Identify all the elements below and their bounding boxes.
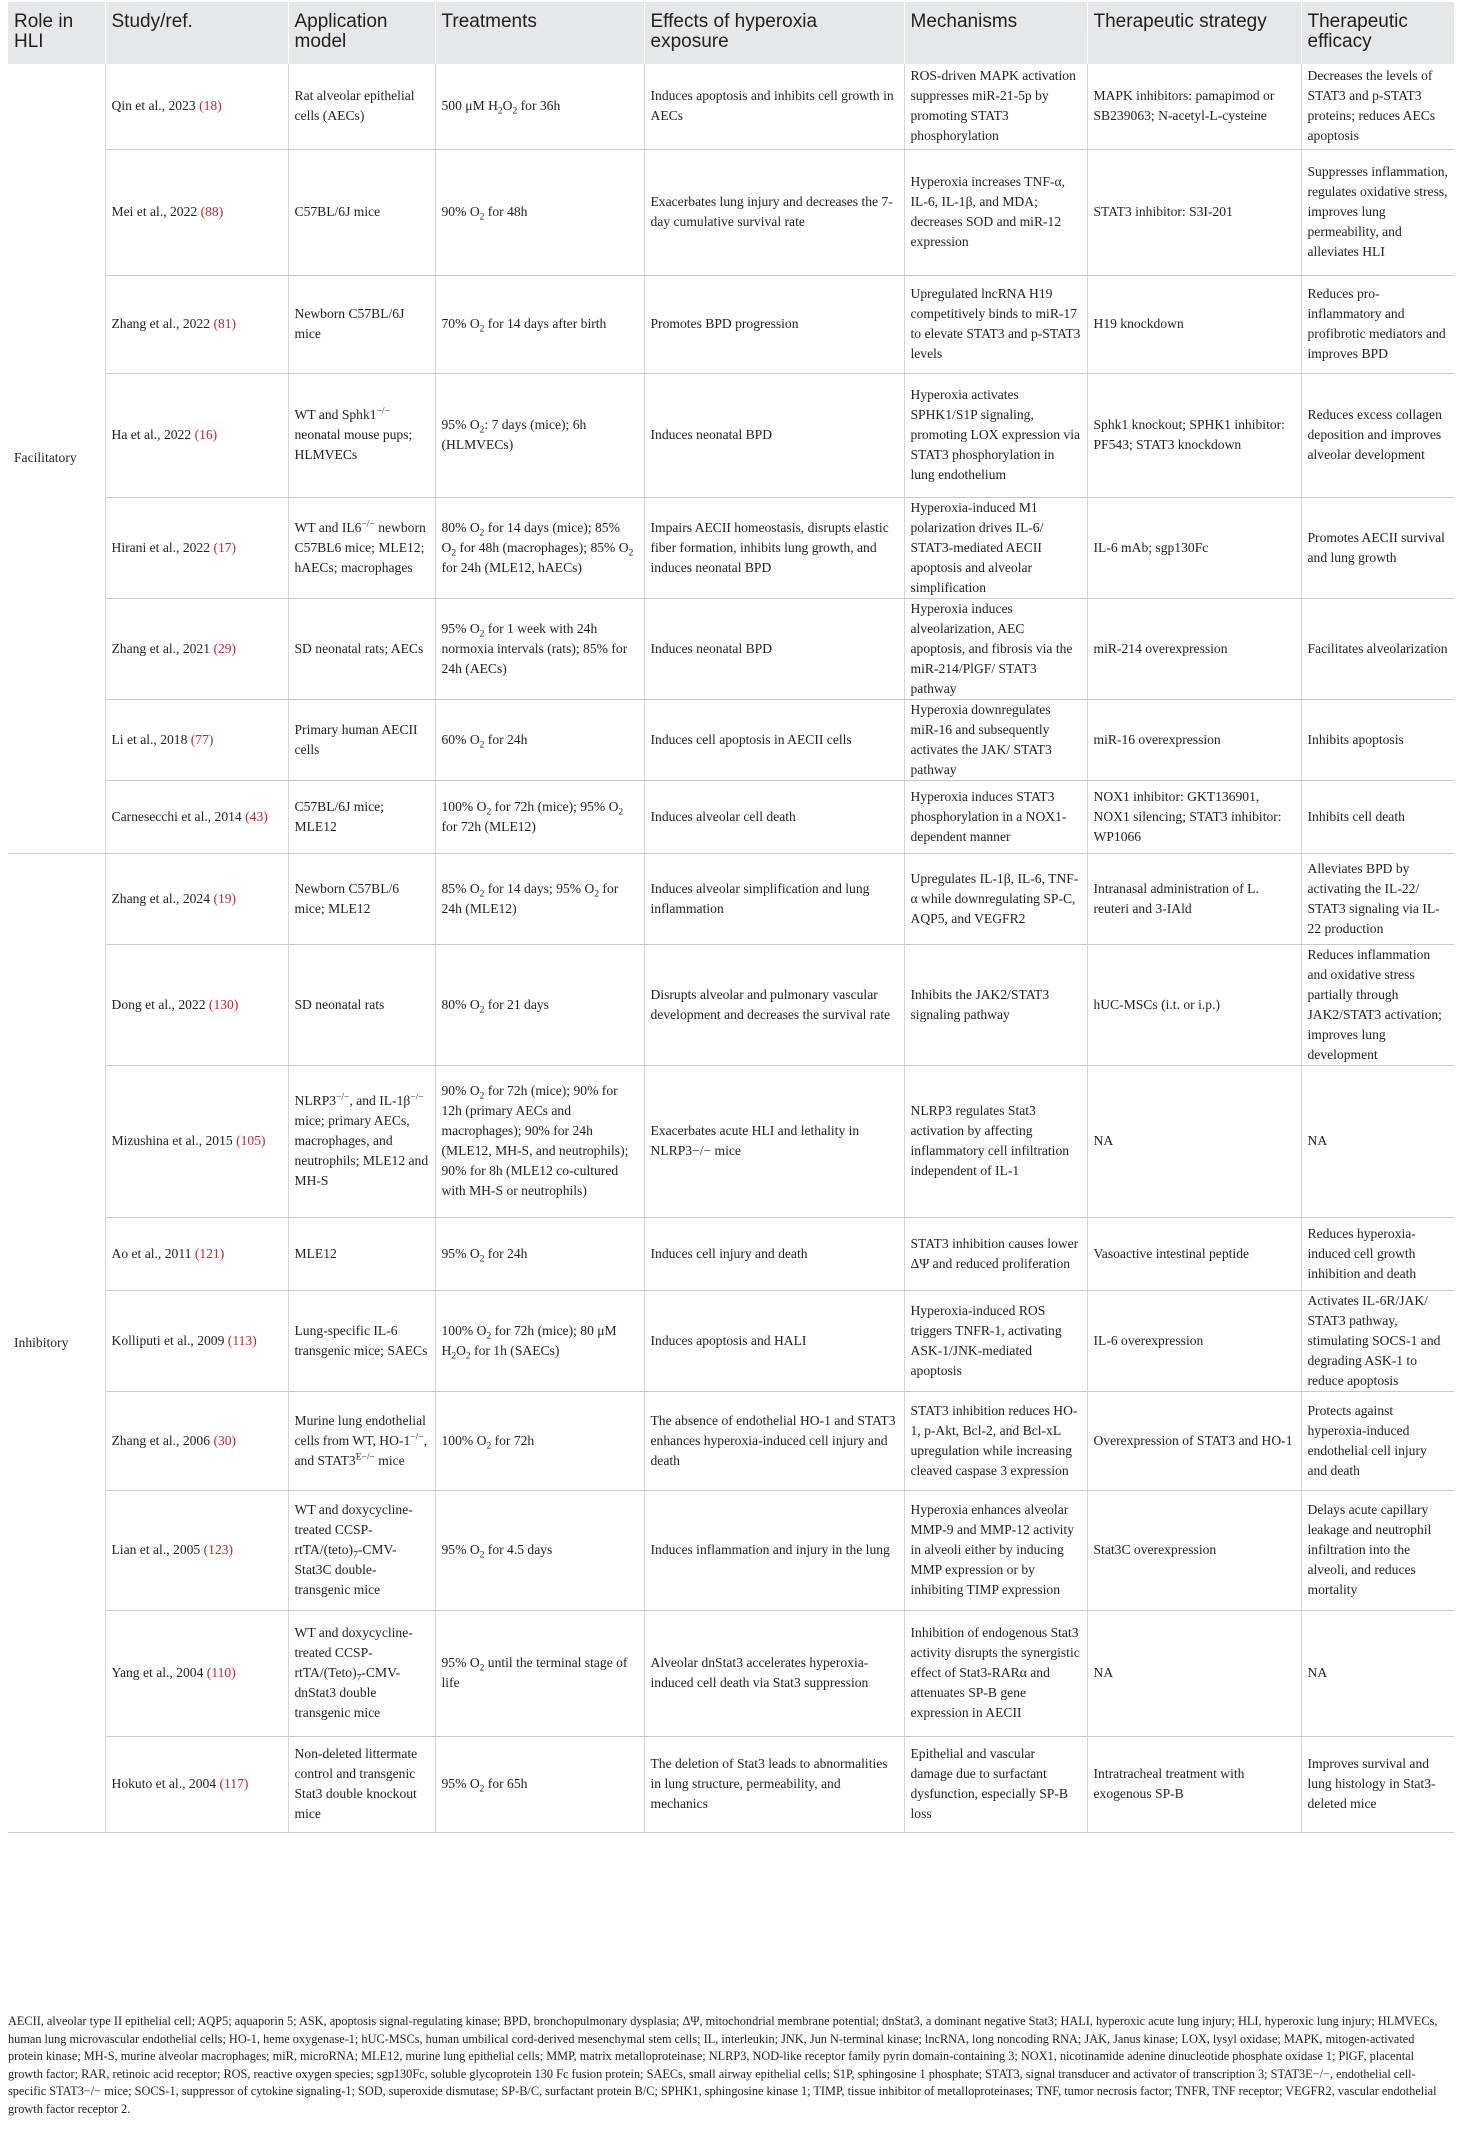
header-study: Study/ref. <box>105 2 288 64</box>
table-row <box>8 1290 1454 1391</box>
study-name: Hirani et al., 2022 <box>111 539 214 555</box>
study-name: Zhang et al., 2021 <box>111 640 214 656</box>
effects-cell: Impairs AECII homeostasis, disrupts elastic fiber formation, inhibits lung growth, and induces neonatal BPD <box>644 497 904 598</box>
efficacy-cell: Decreases the levels of STAT3 and p-STAT3 proteins; reduces AECs apoptosis <box>1301 64 1454 149</box>
table-container <box>8 2 1454 1833</box>
study-cell <box>105 699 288 780</box>
treatments-cell: 100% $O_2$ for 72h (mice); 80 μM $H_2O_2$ for 1h (SAECs) <box>435 1290 644 1391</box>
header-mechanisms: Mechanisms <box>904 2 1087 64</box>
mechanisms-cell: Hyperoxia activates SPHK1/S1P signaling, promoting LOX expression via STAT3 phosphorylation in lung endothelium <box>904 373 1087 497</box>
model-cell: SD neonatal rats; AECs <box>288 598 435 699</box>
strategy-cell: miR-16 overexpression <box>1087 699 1301 780</box>
study-name: Li et al., 2018 <box>111 731 191 747</box>
efficacy-cell: Improves survival and lung histology in Stat3-deleted mice <box>1301 1736 1454 1832</box>
table-row <box>8 497 1454 598</box>
mechanisms-cell: NLRP3 regulates Stat3 activation by affecting inflammatory cell infiltration independent of IL-1 <box>904 1065 1087 1217</box>
reference-link[interactable]: (77) <box>190 731 214 747</box>
model-cell: Primary human AECII cells <box>288 699 435 780</box>
treatments-cell: 500 μM $H_2O_2$ for 36h <box>435 64 644 149</box>
reference-link[interactable]: (43) <box>245 808 268 824</box>
effects-cell: The absence of endothelial HO-1 and STAT3 enhances hyperoxia-induced cell injury and death <box>644 1391 904 1490</box>
study-name: Carnesecchi et al., 2014 <box>111 808 246 824</box>
efficacy-cell: NA <box>1301 1065 1454 1217</box>
reference-link[interactable]: (130) <box>208 996 239 1012</box>
effects-cell: Induces cell apoptosis in AECII cells <box>644 699 904 780</box>
mechanisms-cell: Inhibition of endogenous Stat3 activity disrupts the synergistic effect of Stat3-RARα and attenuates SP-B gene expression in AECII <box>904 1610 1087 1736</box>
model-cell: WT and doxycycline-treated CCSP-$rtTA/(teto)_7-CMV-Stat3C$ double-transgenic mice <box>288 1490 435 1610</box>
study-name: Ao et al., 2011 <box>111 1245 195 1261</box>
mechanisms-cell: ROS-driven MAPK activation suppresses miR-21-5p by promoting STAT3 phosphorylation <box>904 64 1087 149</box>
efficacy-cell: Facilitates alveolarization <box>1301 598 1454 699</box>
table-row <box>8 598 1454 699</box>
model-cell: Lung-specific IL-6 transgenic mice; SAECs <box>288 1290 435 1391</box>
header-role: Role in HLI <box>8 2 105 64</box>
treatments-cell: 70% $O_2$ for 14 days after birth <box>435 275 644 373</box>
study-name: Mei et al., 2022 <box>111 204 201 219</box>
model-cell: Newborn C57BL/6J mice <box>288 275 435 373</box>
effects-cell: Alveolar dnStat3 accelerates hyperoxia-induced cell death via Stat3 suppression <box>644 1610 904 1736</box>
reference-link[interactable]: (121) <box>194 1245 225 1261</box>
study-cell <box>105 1610 288 1736</box>
treatments-cell: 90% $O_2$ for 72h (mice); 90% for 12h (primary AECs and macrophages); 90% for 24h (MLE12, MH-S, and neutrophils); 90% for 8h (MLE12 co-cultured with MH-S or neutrophils) <box>435 1065 644 1217</box>
study-cell <box>105 64 288 149</box>
reference-link[interactable]: (105) <box>236 1133 266 1148</box>
study-cell <box>105 1490 288 1610</box>
effects-cell: Induces apoptosis and inhibits cell growth in AECs <box>644 64 904 149</box>
role-cell: Inhibitory <box>8 853 105 1832</box>
study-name: Dong et al., 2022 <box>111 996 209 1012</box>
treatments-cell: 80% $O_2$ for 21 days <box>435 944 644 1065</box>
reference-link[interactable]: (110) <box>206 1665 236 1680</box>
model-cell: WT and IL6−/− newborn C57BL6 mice; MLE12; hAECs; macrophages <box>288 497 435 598</box>
strategy-cell: Intranasal administration of L. reuteri and 3-IAld <box>1087 853 1301 944</box>
mechanisms-cell: Epithelial and vascular damage due to surfactant dysfunction, especially SP-B loss <box>904 1736 1087 1832</box>
efficacy-cell: NA <box>1301 1610 1454 1736</box>
efficacy-cell: Reduces pro-inflammatory and profibrotic mediators and improves BPD <box>1301 275 1454 373</box>
treatments-cell: 100% $O_2$ for 72h <box>435 1391 644 1490</box>
model-cell: C57BL/6J mice; MLE12 <box>288 780 435 853</box>
study-cell <box>105 944 288 1065</box>
table-row <box>8 149 1454 275</box>
model-cell: Rat alveolar epithelial cells (AECs) <box>288 64 435 149</box>
effects-cell: Induces alveolar cell death <box>644 780 904 853</box>
effects-cell: Induces neonatal BPD <box>644 373 904 497</box>
table-row <box>8 1391 1454 1490</box>
efficacy-cell: Inhibits cell death <box>1301 780 1454 853</box>
treatments-cell: 95% $O_2$ for 1 week with 24h normoxia intervals (rats); 85% for 24h (AECs) <box>435 598 644 699</box>
model-cell: Non-deleted littermate control and transgenic Stat3 double knockout mice <box>288 1736 435 1832</box>
mechanisms-cell: Hyperoxia enhances alveolar MMP-9 and MMP-12 activity in alveoli either by inducing MMP expression or by inhibiting TIMP expression <box>904 1490 1087 1610</box>
study-name: Zhang et al., 2006 <box>111 1432 214 1448</box>
model-cell: MLE12 <box>288 1217 435 1290</box>
study-cell <box>105 497 288 598</box>
study-name: Kolliputi et al., 2009 <box>111 1332 228 1348</box>
study-name: Qin et al., 2023 <box>111 98 200 114</box>
model-cell: Murine lung endothelial cells from WT, HO-1−/−, and $STAT3^{E-/-}$ mice <box>288 1391 435 1490</box>
reference-link[interactable]: (123) <box>203 1542 234 1557</box>
effects-cell: Exacerbates acute HLI and lethality in NLRP3−/− mice <box>644 1065 904 1217</box>
table-row <box>8 64 1454 149</box>
mechanisms-cell: STAT3 inhibition reduces HO-1, p-Akt, Bcl-2, and Bcl-xL upregulation while increasing cleaved caspase 3 expression <box>904 1391 1087 1490</box>
study-cell <box>105 1736 288 1832</box>
strategy-cell: MAPK inhibitors: pamapimod or SB239063; N-acetyl-L-cysteine <box>1087 64 1301 149</box>
effects-cell: Induces apoptosis and HALI <box>644 1290 904 1391</box>
treatments-cell: 100% $O_2$ for 72h (mice); 95% $O_2$ for 72h (MLE12) <box>435 780 644 853</box>
strategy-cell: IL-6 mAb; sgp130Fc <box>1087 497 1301 598</box>
mechanisms-cell: Hyperoxia induces alveolarization, AEC apoptosis, and fibrosis via the miR-214/PlGF/ STAT3 pathway <box>904 598 1087 699</box>
study-cell <box>105 149 288 275</box>
strategy-cell: Stat3C overexpression <box>1087 1490 1301 1610</box>
study-cell <box>105 853 288 944</box>
table-row <box>8 780 1454 853</box>
table-row <box>8 699 1454 780</box>
strategy-cell: NA <box>1087 1065 1301 1217</box>
mechanisms-cell: Hyperoxia downregulates miR-16 and subsequently activates the JAK/ STAT3 pathway <box>904 699 1087 780</box>
hli-stat3-table <box>8 2 1454 1833</box>
study-cell <box>105 780 288 853</box>
reference-link[interactable]: (29) <box>213 640 237 656</box>
treatments-cell: 95% $O_2$ for 24h <box>435 1217 644 1290</box>
study-name: Ha et al., 2022 <box>111 427 195 442</box>
efficacy-cell: Reduces hyperoxia-induced cell growth inhibition and death <box>1301 1217 1454 1290</box>
model-cell: WT and Sphk1−/− neonatal mouse pups; HLMVECs <box>288 373 435 497</box>
study-cell <box>105 1391 288 1490</box>
reference-link[interactable]: (30) <box>213 1432 237 1448</box>
table-row <box>8 275 1454 373</box>
efficacy-cell: Protects against hyperoxia-induced endothelial cell injury and death <box>1301 1391 1454 1490</box>
table-footnote: AECII, alveolar type II epithelial cell; AQP5; aquaporin 5; ASK, apoptosis signal-regulating kinase; BPD, bronchopulmonary dysplasia; ΔΨ, mitochondrial membrane potential; dnStat3, a dominant negative Stat3; HALI, hyperoxic acute lung injury; HLI, hyperoxic lung injury; HLMVECs, human lung microvascular endothelial cells; HO-1, heme oxygenase-1; hUC-MSCs, human umbilical cord-derived mesenchymal stem cells; IL, interleukin; JNK, Jun N-terminal kinase; lncRNA, long noncoding RNA; JAK, Janus kinase; LOX, lysyl oxidase; MAPK, mitogen-activated protein kinase; MH-S, murine alveolar macrophages; miR, microRNA; MLE12, murine lung epithelial cells; MMP, matrix metalloproteinase; NLRP3, NOD-like receptor family pyrin domain-containing 3; NOX1, nicotinamide adenine dinucleotide phosphate oxidase 1; PlGF, placental growth factor; RAR, retinoic acid receptor; ROS, reactive oxygen species; sgp130Fc, soluble glycoprotein 130 Fc fusion protein; SAECs, small airway epithelial cells; S1P, sphingosine 1 phosphate; STAT3, signal transducer and activator of transcription 3; STAT3E−/−, endothelial cell-specific STAT3−/− mice; SOCS-1, suppressor of cytokine signaling-1; SOD, superoxide dismutase; SP-B/C, surfactant protein B/C; SPHK1, sphingosine kinase 1; TIMP, tissue inhibitor of metalloproteinases; TNF, tumor necrosis factor; TNFR, TNF receptor; VEGFR2, vascular endothelial growth factor receptor 2. <box>8 2014 1438 2116</box>
efficacy-cell: Reduces inflammation and oxidative stress partially through JAK2/STAT3 activation; improves lung development <box>1301 944 1454 1065</box>
role-cell: Facilitatory <box>8 64 105 853</box>
reference-link[interactable]: (18) <box>199 98 222 114</box>
study-name: Lian et al., 2005 <box>111 1542 204 1557</box>
table-row <box>8 1490 1454 1610</box>
reference-link[interactable]: (88) <box>200 204 224 219</box>
treatments-cell: 95% $O_2$ for 65h <box>435 1736 644 1832</box>
table-row <box>8 853 1454 944</box>
header-effects: Effects of hyperoxia exposure <box>644 2 904 64</box>
study-name: Yang et al., 2004 <box>111 1665 207 1680</box>
study-cell <box>105 1065 288 1217</box>
mechanisms-cell: Upregulates IL-1β, IL-6, TNF-α while downregulating SP-C, AQP5, and VEGFR2 <box>904 853 1087 944</box>
model-cell: NLRP3−/−, and IL-1β−/− mice; primary AECs, macrophages, and neutrophils; MLE12 and MH-S <box>288 1065 435 1217</box>
strategy-cell: Sphk1 knockout; SPHK1 inhibitor: PF543; STAT3 knockdown <box>1087 373 1301 497</box>
efficacy-cell: Alleviates BPD by activating the IL-22/ STAT3 signaling via IL-22 production <box>1301 853 1454 944</box>
study-cell <box>105 1217 288 1290</box>
table-row <box>8 373 1454 497</box>
study-cell <box>105 275 288 373</box>
effects-cell: Induces neonatal BPD <box>644 598 904 699</box>
model-cell: C57BL/6J mice <box>288 149 435 275</box>
treatments-cell: 90% $O_2$ for 48h <box>435 149 644 275</box>
study-name: Mizushina et al., 2015 <box>111 1133 237 1148</box>
header-model: Application model <box>288 2 435 64</box>
effects-cell: Exacerbates lung injury and decreases the 7-day cumulative survival rate <box>644 149 904 275</box>
mechanisms-cell: Hyperoxia-induced ROS triggers TNFR-1, activating ASK-1/JNK-mediated apoptosis <box>904 1290 1087 1391</box>
efficacy-cell: Activates IL-6R/JAK/ STAT3 pathway, stimulating SOCS-1 and degrading ASK-1 to reduce apoptosis <box>1301 1290 1454 1391</box>
efficacy-cell: Promotes AECII survival and lung growth <box>1301 497 1454 598</box>
strategy-cell: miR-214 overexpression <box>1087 598 1301 699</box>
mechanisms-cell: Hyperoxia-induced M1 polarization drives IL-6/ STAT3-mediated AECII apoptosis and alveolar simplification <box>904 497 1087 598</box>
effects-cell: The deletion of Stat3 leads to abnormalities in lung structure, permeability, and mechanics <box>644 1736 904 1832</box>
effects-cell: Induces inflammation and injury in the lung <box>644 1490 904 1610</box>
header-treatments: Treatments <box>435 2 644 64</box>
strategy-cell: NA <box>1087 1610 1301 1736</box>
strategy-cell: IL-6 overexpression <box>1087 1290 1301 1391</box>
treatments-cell: 95% $O_2$: 7 days (mice); 6h (HLMVECs) <box>435 373 644 497</box>
efficacy-cell: Delays acute capillary leakage and neutrophil infiltration into the alveoli, and reduces mortality <box>1301 1490 1454 1610</box>
strategy-cell: Overexpression of STAT3 and HO-1 <box>1087 1391 1301 1490</box>
header-row <box>8 2 1454 64</box>
effects-cell: Induces cell injury and death <box>644 1217 904 1290</box>
treatments-cell: 60% $O_2$ for 24h <box>435 699 644 780</box>
study-name: Hokuto et al., 2004 <box>111 1776 220 1791</box>
study-cell <box>105 373 288 497</box>
mechanisms-cell: Upregulated lncRNA H19 competitively binds to miR-17 to elevate STAT3 and p-STAT3 levels <box>904 275 1087 373</box>
model-cell: Newborn C57BL/6 mice; MLE12 <box>288 853 435 944</box>
study-cell <box>105 598 288 699</box>
reference-link[interactable]: (19) <box>213 890 237 906</box>
table-row <box>8 1065 1454 1217</box>
study-name: Zhang et al., 2024 <box>111 890 214 906</box>
reference-link[interactable]: (16) <box>194 427 218 442</box>
strategy-cell: hUC-MSCs (i.t. or i.p.) <box>1087 944 1301 1065</box>
treatments-cell: 95% $O_2$ for 4.5 days <box>435 1490 644 1610</box>
mechanisms-cell: Hyperoxia induces STAT3 phosphorylation in a NOX1-dependent manner <box>904 780 1087 853</box>
table-row <box>8 1736 1454 1832</box>
table-row <box>8 1610 1454 1736</box>
effects-cell: Disrupts alveolar and pulmonary vascular development and decreases the survival rate <box>644 944 904 1065</box>
header-efficacy: Therapeutic efficacy <box>1301 2 1454 64</box>
effects-cell: Promotes BPD progression <box>644 275 904 373</box>
strategy-cell: STAT3 inhibitor: S3I-201 <box>1087 149 1301 275</box>
study-cell <box>105 1290 288 1391</box>
reference-link[interactable]: (117) <box>219 1776 249 1791</box>
efficacy-cell: Reduces excess collagen deposition and improves alveolar development <box>1301 373 1454 497</box>
strategy-cell: Vasoactive intestinal peptide <box>1087 1217 1301 1290</box>
reference-link[interactable]: (81) <box>213 316 237 331</box>
effects-cell: Induces alveolar simplification and lung inflammation <box>644 853 904 944</box>
strategy-cell: H19 knockdown <box>1087 275 1301 373</box>
model-cell: WT and doxycycline-treated CCSP-$rtTA/(Teto)_7-CMV-dnStat3$ double transgenic mice <box>288 1610 435 1736</box>
efficacy-cell: Suppresses inflammation, regulates oxidative stress, improves lung permeability, and alleviates HLI <box>1301 149 1454 275</box>
header-strategy: Therapeutic strategy <box>1087 2 1301 64</box>
mechanisms-cell: Hyperoxia increases TNF-α, IL-6, IL-1β, and MDA; decreases SOD and miR-12 expression <box>904 149 1087 275</box>
treatments-cell: 95% $O_2$ until the terminal stage of life <box>435 1610 644 1736</box>
treatments-cell: 85% $O_2$ for 14 days; 95% $O_2$ for 24h (MLE12) <box>435 853 644 944</box>
treatments-cell: 80% $O_2$ for 14 days (mice); 85% $O_2$ for 48h (macrophages); 85% $O_2$ for 24h (MLE12, hAECs) <box>435 497 644 598</box>
study-name: Zhang et al., 2022 <box>111 316 214 331</box>
reference-link[interactable]: (113) <box>227 1332 257 1348</box>
table-row <box>8 1217 1454 1290</box>
strategy-cell: Intratracheal treatment with exogenous SP-B <box>1087 1736 1301 1832</box>
table-row <box>8 944 1454 1065</box>
model-cell: SD neonatal rats <box>288 944 435 1065</box>
efficacy-cell: Inhibits apoptosis <box>1301 699 1454 780</box>
mechanisms-cell: STAT3 inhibition causes lower ΔΨ and reduced proliferation <box>904 1217 1087 1290</box>
reference-link[interactable]: (17) <box>213 539 237 555</box>
table-body <box>8 64 1454 1832</box>
mechanisms-cell: Inhibits the JAK2/STAT3 signaling pathway <box>904 944 1087 1065</box>
strategy-cell: NOX1 inhibitor: GKT136901, NOX1 silencing; STAT3 inhibitor: WP1066 <box>1087 780 1301 853</box>
